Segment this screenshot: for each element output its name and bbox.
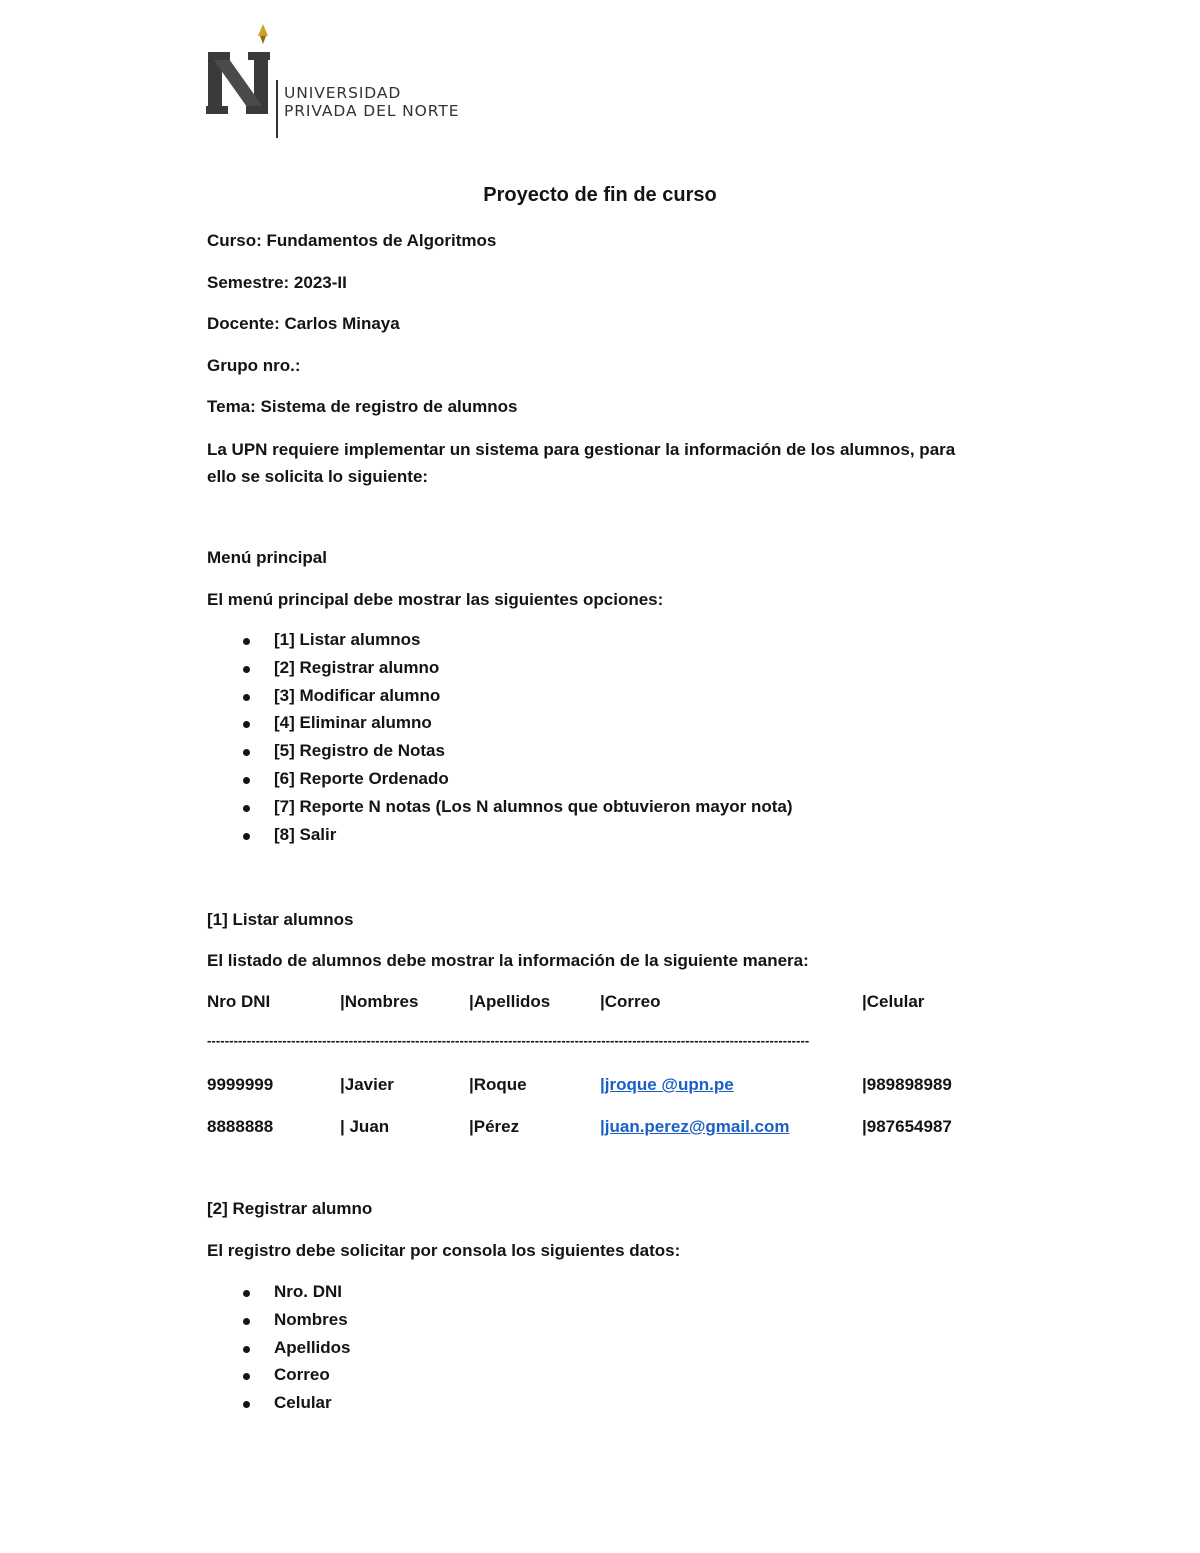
email-link[interactable]: |juan.perez@gmail.com bbox=[600, 1117, 790, 1136]
bullet-icon bbox=[243, 1346, 250, 1353]
table-cell: |987654987 bbox=[862, 1117, 952, 1136]
list-item bbox=[207, 769, 793, 797]
upn-n-logo-icon bbox=[206, 22, 276, 118]
menu-option-label: [4] Eliminar alumno bbox=[274, 713, 432, 733]
table-cell: 9999999 bbox=[207, 1075, 274, 1094]
bullet-icon bbox=[243, 638, 250, 645]
teacher-line: Docente: Carlos Minaya bbox=[207, 314, 400, 333]
list-item bbox=[207, 630, 793, 658]
list-section-heading: [1] Listar alumnos bbox=[207, 910, 354, 929]
document-title: Proyecto de fin de curso bbox=[483, 184, 717, 206]
field-label: Nombres bbox=[274, 1309, 348, 1329]
menu-option-label: [6] Reporte Ordenado bbox=[274, 768, 449, 788]
course-line: Curso: Fundamentos de Algoritmos bbox=[207, 231, 497, 250]
logo-line-1: UNIVERSIDAD bbox=[284, 84, 402, 102]
menu-option-label: [8] Salir bbox=[274, 824, 337, 844]
bullet-icon bbox=[243, 805, 250, 812]
bullet-icon bbox=[243, 694, 250, 701]
field-label: Celular bbox=[274, 1393, 332, 1413]
logo-separator bbox=[276, 80, 278, 138]
menu-heading: Menú principal bbox=[207, 548, 327, 567]
table-cell: |989898989 bbox=[862, 1075, 952, 1094]
bullet-icon bbox=[243, 666, 250, 673]
menu-option-label: [3] Modificar alumno bbox=[274, 685, 441, 705]
table-header-row bbox=[207, 992, 967, 1016]
menu-options-list bbox=[207, 630, 793, 852]
table-cell: |Javier bbox=[340, 1075, 394, 1094]
bullet-icon bbox=[243, 1290, 250, 1297]
upn-logo bbox=[206, 22, 506, 122]
field-label: Apellidos bbox=[274, 1337, 351, 1357]
bullet-icon bbox=[243, 1318, 250, 1325]
list-item bbox=[207, 1310, 351, 1338]
table-cell: 8888888 bbox=[207, 1117, 274, 1136]
bullet-icon bbox=[243, 1401, 250, 1408]
bullet-icon bbox=[243, 749, 250, 756]
list-item bbox=[207, 797, 793, 825]
list-item bbox=[207, 713, 793, 741]
bullet-icon bbox=[243, 777, 250, 784]
table-cell: |Pérez bbox=[469, 1117, 520, 1136]
table-cell: | Juan bbox=[340, 1117, 390, 1136]
list-item bbox=[207, 825, 793, 853]
menu-option-label: [1] Listar alumnos bbox=[274, 630, 421, 649]
list-item bbox=[207, 1393, 351, 1421]
bullet-icon bbox=[243, 721, 250, 728]
column-header: |Apellidos bbox=[469, 992, 551, 1011]
list-item bbox=[207, 741, 793, 769]
menu-option-label: [5] Registro de Notas bbox=[274, 741, 445, 761]
semester-line: Semestre: 2023-II bbox=[207, 273, 347, 292]
menu-option-label: [2] Registrar alumno bbox=[274, 657, 440, 677]
table-cell: |Roque bbox=[469, 1075, 527, 1094]
bullet-icon bbox=[243, 1373, 250, 1380]
logo-wordmark bbox=[284, 84, 459, 120]
table-separator: ---------------------------------------------------------------------------------------------------------------------------------------- bbox=[207, 1033, 810, 1048]
column-header: |Correo bbox=[600, 992, 661, 1011]
menu-option-label: [7] Reporte N notas (Los N alumnos que obtuvieron mayor nota) bbox=[274, 796, 793, 816]
field-label: Correo bbox=[274, 1365, 330, 1385]
table-row bbox=[207, 1117, 967, 1141]
list-item bbox=[207, 1282, 351, 1310]
email-link[interactable]: |jroque @upn.pe bbox=[600, 1075, 734, 1094]
register-section-description: El registro debe solicitar por consola los siguientes datos: bbox=[207, 1241, 681, 1260]
list-item bbox=[207, 1338, 351, 1366]
menu-description: El menú principal debe mostrar las siguientes opciones: bbox=[207, 590, 664, 609]
column-header: |Celular bbox=[862, 992, 925, 1011]
table-row bbox=[207, 1075, 967, 1099]
list-item bbox=[207, 658, 793, 686]
intro-paragraph: La UPN requiere implementar un sistema para gestionar la información de los alumnos, para ello se solicita lo siguiente: bbox=[207, 440, 956, 486]
list-item bbox=[207, 1365, 351, 1393]
logo-line-2: PRIVADA DEL NORTE bbox=[284, 102, 460, 120]
topic-line: Tema: Sistema de registro de alumnos bbox=[207, 397, 518, 416]
group-line: Grupo nro.: bbox=[207, 356, 301, 375]
field-label: Nro. DNI bbox=[274, 1282, 342, 1301]
list-section-description: El listado de alumnos debe mostrar la información de la siguiente manera: bbox=[207, 951, 809, 970]
register-fields-list bbox=[207, 1282, 351, 1421]
bullet-icon bbox=[243, 833, 250, 840]
register-section-heading: [2] Registrar alumno bbox=[207, 1199, 373, 1218]
column-header: Nro DNI bbox=[207, 992, 271, 1011]
list-item bbox=[207, 686, 793, 714]
column-header: |Nombres bbox=[340, 992, 419, 1011]
